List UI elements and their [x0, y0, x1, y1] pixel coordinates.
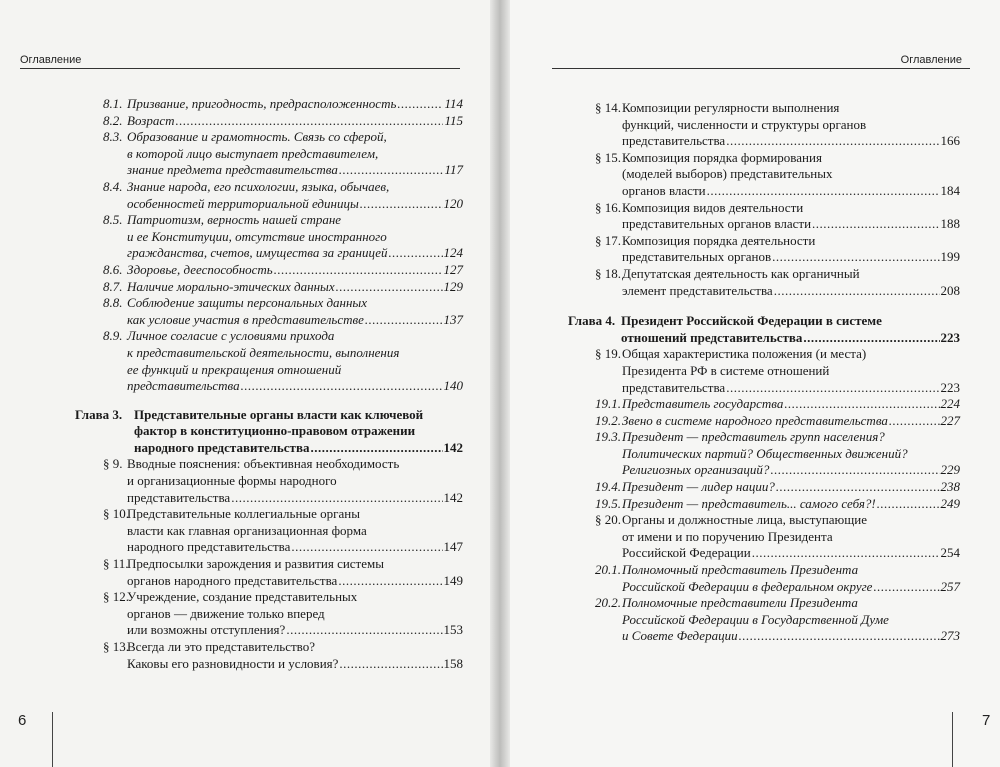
toc-page-number: 127 — [443, 261, 463, 277]
toc-entry — [510, 512, 1000, 562]
dot-leader — [389, 245, 443, 262]
toc-entry-title-line: к представительской деятельности, выполнения — [127, 344, 400, 360]
toc-entry — [510, 479, 1000, 496]
toc-entry-number: 19.5. — [595, 495, 621, 511]
toc-entry-number: 19.3. — [595, 429, 621, 445]
header-rule — [20, 68, 460, 69]
toc-entry-number: 8.6. — [103, 261, 123, 277]
toc-entry-number: Глава 3. — [75, 406, 123, 422]
toc-entry-title-line: Соблюдение защиты персональных данных — [127, 295, 368, 311]
toc-entry-title-line: народного представительства — [134, 439, 310, 455]
toc-entry-number: 19.4. — [595, 479, 621, 495]
dot-leader — [336, 279, 443, 296]
toc-entry-number: § 9. — [103, 456, 123, 472]
toc-entry — [510, 562, 1000, 595]
toc-entry-title-line: гражданства, счетов, имущества за границей — [127, 245, 388, 261]
dot-leader — [774, 283, 940, 300]
toc-entry-title-line: элемент представительства — [622, 282, 773, 298]
toc-page-number: 124 — [443, 245, 463, 261]
toc-right — [510, 96, 1000, 645]
toc-entry-title-line: Призвание, пригодность, предрасположенность — [127, 96, 397, 111]
toc-page-number: 249 — [940, 495, 960, 511]
toc-entry-title-line: Образование и грамотность. Связь со сферой, — [127, 129, 387, 145]
toc-entry — [510, 266, 1000, 299]
toc-entry — [510, 429, 1000, 479]
toc-entry-title-line: Президент Российской Федерации в системе — [621, 313, 882, 329]
toc-entry — [0, 295, 490, 328]
toc-entry — [0, 129, 490, 179]
toc-entry-number: 8.2. — [103, 112, 123, 128]
dot-leader — [360, 196, 443, 213]
toc-page-number: 166 — [940, 133, 960, 149]
toc-entry-title-line: представительства — [622, 133, 726, 149]
toc-entry-title-line: ее функций и прекращения отношений — [127, 361, 342, 377]
toc-entry-title-line: (моделей выборов) представительных — [622, 166, 833, 182]
toc-entry-number: 8.9. — [103, 328, 123, 344]
toc-entry-title-line: Представитель государства — [622, 396, 784, 412]
toc-entry-title-line: Политических партий? Общественных движений? — [622, 445, 908, 461]
toc-page-number: 142 — [443, 489, 463, 505]
toc-page-number: 224 — [940, 396, 960, 412]
dot-leader — [291, 539, 442, 556]
toc-entry-number: 8.8. — [103, 295, 123, 311]
dot-leader — [776, 479, 940, 496]
dot-leader — [286, 622, 442, 639]
toc-entry-number: § 13. — [103, 639, 129, 654]
toc-entry-title-line: Патриотизм, верность нашей стране — [127, 212, 342, 228]
toc-entry-title-line: Депутатская деятельность как органичный — [622, 265, 860, 281]
toc-entry — [510, 413, 1000, 430]
toc-entry-title-line: Вводные пояснения: объективная необходимость — [127, 456, 400, 472]
dot-leader — [274, 262, 443, 279]
dot-leader — [365, 312, 443, 329]
toc-page-number: 257 — [940, 578, 960, 594]
toc-entry-title-line: представительства — [622, 379, 726, 395]
toc-entry-title-line: народного представительства — [127, 539, 291, 555]
toc-entry-title-line: Предпосылки зарождения и развития системы — [127, 556, 384, 572]
toc-entry — [0, 279, 490, 296]
toc-entry-title-line: и Совете Федерации — [622, 628, 738, 644]
toc-entry-number: § 19. — [595, 346, 621, 362]
toc-entry — [0, 328, 490, 394]
toc-entry-title-line: Звено в системе народного представительства — [622, 412, 888, 428]
toc-page-number: 129 — [443, 278, 463, 294]
toc-entry — [510, 496, 1000, 513]
toc-page-number: 208 — [940, 282, 960, 298]
toc-entry-title-line: Композиция видов деятельности — [622, 199, 804, 215]
dot-leader — [752, 545, 940, 562]
toc-entry-title-line: представительных органов власти — [622, 216, 812, 232]
toc-page-number: 199 — [940, 249, 960, 265]
toc-entry-title-line: Возраст — [127, 112, 175, 128]
toc-page-number: 158 — [443, 655, 463, 671]
toc-page-number: 147 — [443, 539, 463, 555]
toc-entry — [0, 113, 490, 130]
toc-entry-number: 19.2. — [595, 412, 621, 428]
toc-entry-title-line: Российской Федерации — [622, 545, 751, 561]
toc-entry-title-line: представительства — [127, 489, 231, 505]
toc-entry-number: § 16. — [595, 199, 621, 215]
toc-entry-title-line: Российской Федерации в федеральном округе — [622, 578, 873, 594]
toc-entry-number: § 12. — [103, 589, 129, 605]
toc-entry-title-line: Наличие морально-этических данных — [127, 278, 335, 294]
toc-page-number: 184 — [940, 182, 960, 198]
toc-entry — [0, 407, 490, 457]
toc-entry-number: 8.5. — [103, 212, 123, 228]
right-page — [510, 0, 1000, 767]
left-page — [0, 0, 490, 767]
toc-entry — [510, 200, 1000, 233]
toc-entry-title-line: Президент — представитель групп населения? — [622, 429, 885, 445]
page-edge-line — [952, 712, 953, 767]
toc-left — [0, 96, 490, 672]
toc-page-number: 153 — [443, 622, 463, 638]
dot-leader — [726, 133, 939, 150]
toc-entry-title-line: Представительные коллегиальные органы — [127, 506, 360, 522]
toc-entry-title-line: от имени и по поручению Президента — [622, 528, 833, 544]
toc-entry — [510, 150, 1000, 200]
dot-leader — [397, 96, 443, 113]
dot-leader — [739, 628, 940, 645]
toc-page-number: 117 — [444, 162, 463, 178]
dot-leader — [339, 656, 442, 673]
dot-leader — [707, 183, 940, 200]
toc-entry-title-line: Каковы его разновидности и условия? — [127, 655, 339, 671]
toc-entry-title-line: Российской Федерации в Государственной Думе — [622, 611, 889, 627]
toc-page-number: 140 — [443, 378, 463, 394]
toc-entry-number: 8.3. — [103, 129, 123, 145]
toc-entry-number: § 18. — [595, 265, 621, 281]
dot-leader — [176, 113, 444, 130]
toc-page-number: 115 — [444, 112, 463, 128]
toc-entry-title-line: в которой лицо выступает представителем, — [127, 145, 379, 161]
toc-entry-number: 19.1. — [595, 396, 621, 412]
toc-entry-title-line: Всегда ли это представительство? — [127, 639, 316, 654]
dot-leader — [241, 378, 443, 395]
toc-entry-number: § 20. — [595, 512, 621, 528]
dot-leader — [772, 249, 939, 266]
toc-entry-title-line: особенностей территориальной единицы — [127, 195, 359, 211]
toc-page-number: 120 — [443, 195, 463, 211]
toc-entry-title-line: Представительные органы власти как ключевой — [134, 406, 424, 422]
dot-leader — [726, 380, 939, 397]
dot-leader — [231, 490, 442, 507]
toc-entry — [510, 100, 1000, 150]
toc-entry — [0, 589, 490, 639]
toc-entry-title-line: знание предмета представительства — [127, 162, 338, 178]
toc-entry-title-line: Личное согласие с условиями прихода — [127, 328, 335, 344]
toc-entry-number: § 17. — [595, 232, 621, 248]
toc-entry — [510, 233, 1000, 266]
toc-entry-title-line: органов народного представительства — [127, 572, 338, 588]
toc-entry-title-line: отношений представительства — [621, 329, 803, 345]
dot-leader — [873, 579, 939, 596]
toc-entry-title-line: Президент — представитель... самого себя?! — [622, 495, 876, 511]
header-rule — [552, 68, 970, 69]
toc-page-number: 137 — [443, 311, 463, 327]
page-number: 6 — [18, 712, 27, 729]
toc-entry — [0, 639, 490, 672]
dot-leader — [770, 462, 939, 479]
toc-page-number: 273 — [940, 628, 960, 644]
toc-entry-number: § 11. — [103, 556, 129, 572]
toc-page-number: 188 — [940, 216, 960, 232]
toc-entry-title-line: Композиция порядка формирования — [622, 149, 822, 165]
toc-page-number: 114 — [444, 96, 463, 111]
toc-page-number: 223 — [940, 379, 960, 395]
dot-leader — [812, 216, 939, 233]
toc-entry-number: Глава 4. — [568, 313, 616, 329]
toc-entry-number: § 15. — [595, 149, 621, 165]
toc-page-number: 238 — [940, 479, 960, 495]
toc-entry-title-line: Религиозных организаций? — [622, 462, 770, 478]
toc-entry — [0, 556, 490, 589]
toc-entry-number: 8.7. — [103, 278, 123, 294]
dot-leader — [310, 440, 442, 457]
page-number: 7 — [982, 712, 991, 729]
toc-page-number: 142 — [443, 439, 463, 455]
toc-entry-title-line: представительства — [127, 378, 240, 394]
toc-entry — [510, 396, 1000, 413]
toc-entry-title-line: Полномочный представитель Президента — [622, 562, 859, 578]
toc-entry-number: § 14. — [595, 100, 621, 115]
dot-leader — [339, 162, 444, 179]
toc-entry-title-line: функций, численности и структуры органов — [622, 116, 867, 132]
toc-page-number: 149 — [443, 572, 463, 588]
book-gutter — [490, 0, 510, 767]
toc-entry-title-line: органов — движение только вперед — [127, 605, 325, 621]
toc-entry-title-line: Президента РФ в системе отношений — [622, 362, 830, 378]
toc-entry-number: § 10. — [103, 506, 129, 522]
toc-entry-title-line: Органы и должностные лица, выступающие — [622, 512, 867, 528]
toc-entry — [0, 212, 490, 262]
dot-leader — [803, 330, 939, 347]
toc-page-number: 227 — [940, 412, 960, 428]
toc-entry-title-line: Общая характеристика положения (и места) — [622, 346, 867, 362]
toc-entry-title-line: Здоровье, дееспособность — [127, 261, 273, 277]
toc-entry-number: 20.2. — [595, 595, 621, 611]
toc-entry — [0, 506, 490, 556]
running-header: Оглавление — [900, 54, 962, 66]
toc-entry-title-line: и ее Конституции, отсутствие иностранного — [127, 228, 387, 244]
running-header: Оглавление — [20, 54, 82, 66]
toc-entry-number: 20.1. — [595, 562, 621, 578]
toc-entry-number: 8.1. — [103, 96, 123, 111]
dot-leader — [784, 396, 939, 413]
toc-page-number: 229 — [940, 462, 960, 478]
toc-entry-title-line: власти как главная организационная форма — [127, 522, 367, 538]
toc-entry-title-line: Композиции регулярности выполнения — [622, 100, 840, 115]
dot-leader — [889, 413, 940, 430]
toc-entry — [510, 595, 1000, 645]
toc-entry-title-line: представительных органов — [622, 249, 772, 265]
toc-entry — [0, 179, 490, 212]
toc-entry-title-line: Учреждение, создание представительных — [127, 589, 358, 605]
toc-entry-title-line: Композиция порядка деятельности — [622, 232, 816, 248]
toc-entry-title-line: фактор в конституционно-правовом отражении — [134, 423, 416, 439]
dot-leader — [877, 496, 940, 513]
toc-entry — [0, 456, 490, 506]
toc-entry — [510, 346, 1000, 396]
toc-entry — [510, 313, 1000, 346]
page-edge-line — [52, 712, 53, 767]
toc-entry-title-line: Президент — лидер нации? — [622, 479, 775, 495]
toc-entry-title-line: и организационные формы народного — [127, 473, 337, 489]
toc-entry — [0, 96, 490, 113]
dot-leader — [338, 573, 442, 590]
toc-entry — [0, 262, 490, 279]
toc-entry-title-line: органов власти — [622, 182, 706, 198]
toc-entry-number: 8.4. — [103, 178, 123, 194]
toc-entry-title-line: Знание народа, его психологии, языка, обычаев, — [127, 178, 390, 194]
toc-entry-title-line: или возможны отступления? — [127, 622, 286, 638]
toc-entry-title-line: Полномочные представители Президента — [622, 595, 858, 611]
toc-page-number: 223 — [940, 329, 960, 345]
toc-entry-title-line: как условие участия в представительстве — [127, 311, 364, 327]
toc-page-number: 254 — [940, 545, 960, 561]
